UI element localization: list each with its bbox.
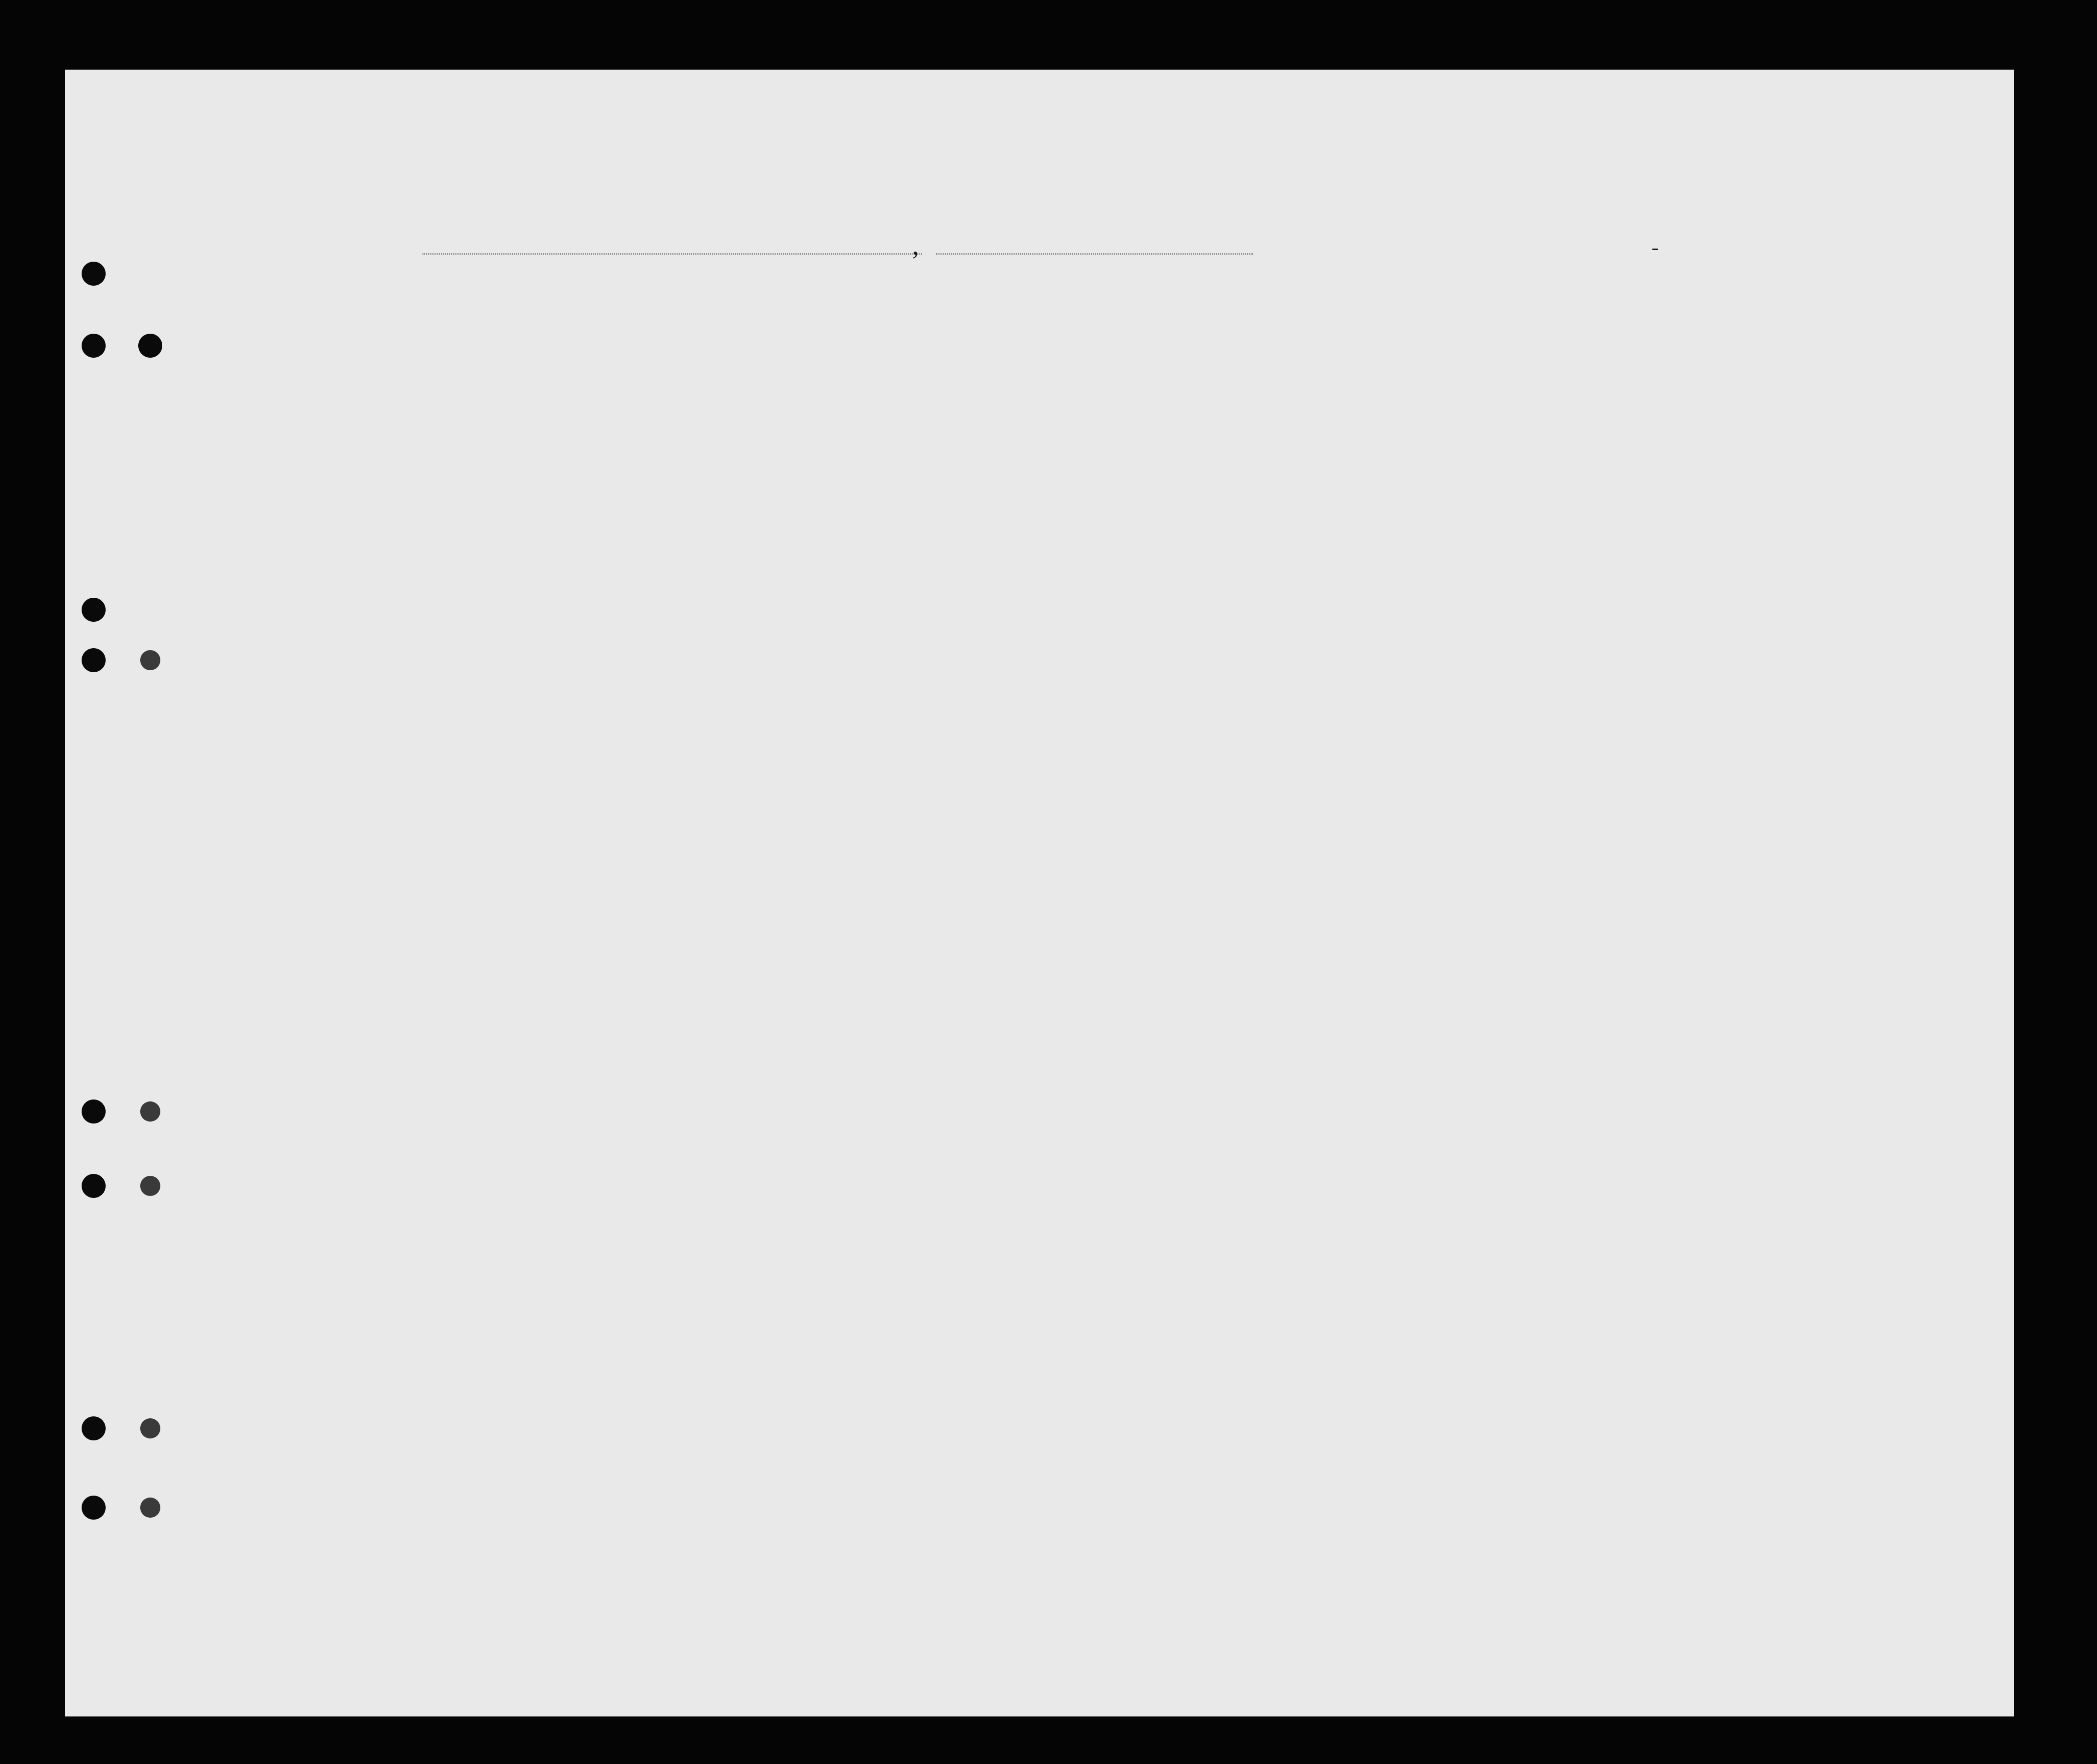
comma: , xyxy=(912,231,919,261)
tick-mark: - xyxy=(1651,236,1659,259)
